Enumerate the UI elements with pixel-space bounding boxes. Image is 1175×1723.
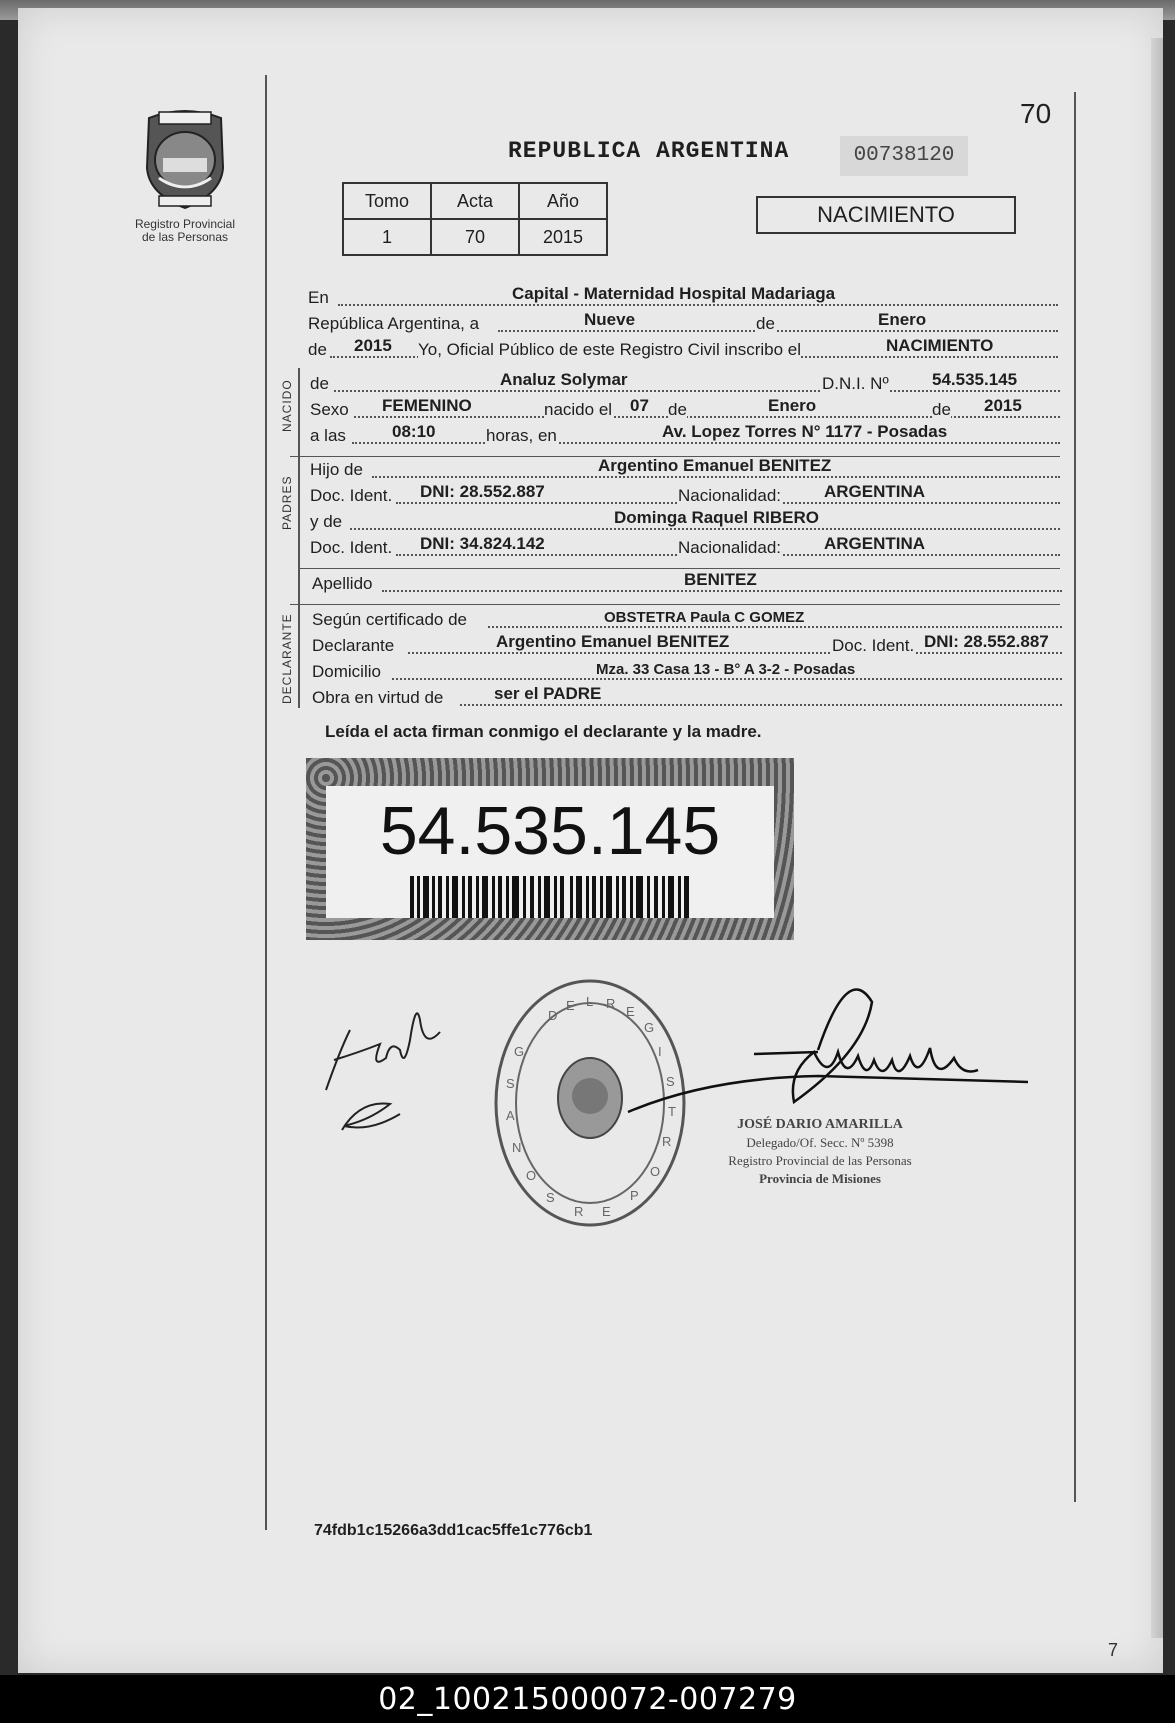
- apellido-value: BENITEZ: [684, 570, 757, 589]
- barcode-icon: [410, 876, 690, 918]
- de-label: de: [756, 314, 775, 333]
- svg-text:G: G: [644, 1020, 655, 1035]
- page-number: 70: [1020, 98, 1052, 129]
- dni-sticker-label: [326, 786, 774, 918]
- time-value: 08:10: [392, 422, 436, 441]
- corner-mark: 7: [1108, 1640, 1119, 1660]
- signature-statement: Leída el acta firman conmigo el declarante y la madre.: [325, 722, 762, 741]
- certificado-value: OBSTETRA Paula C GOMEZ: [604, 609, 805, 626]
- en-value: Capital - Maternidad Hospital Madariaga: [512, 284, 836, 303]
- obra-label: Obra en virtud de: [312, 688, 444, 707]
- footer-document-id: 02_100215000072-007279: [378, 1682, 797, 1717]
- domicilio-value: Mza. 33 Casa 13 - B° A 3-2 - Posadas: [596, 661, 856, 678]
- de2-label: de: [308, 340, 327, 359]
- dotted-line: [460, 704, 1062, 706]
- certificado-label: Según certificado de: [312, 610, 467, 629]
- svg-text:N: N: [512, 1140, 522, 1155]
- de3-label: de: [310, 374, 329, 393]
- svg-text:E: E: [602, 1204, 611, 1219]
- father-doc-value: DNI: 28.552.887: [420, 482, 545, 501]
- dni-value: 54.535.145: [932, 370, 1018, 389]
- alas-label: a las: [310, 426, 346, 445]
- father-doc-label: Doc. Ident.: [310, 486, 393, 505]
- form-line-oficial: [308, 336, 1058, 362]
- page-edge: [1151, 38, 1163, 1638]
- svg-text:A: A: [506, 1108, 515, 1123]
- yde-label: y de: [310, 512, 343, 531]
- section-label-declarante: DECLARANTE: [280, 613, 294, 704]
- domicilio-label: Domicilio: [312, 662, 381, 681]
- svg-text:T: T: [668, 1104, 676, 1119]
- section-rule: [298, 368, 300, 708]
- republica-label: República Argentina, a: [308, 314, 480, 333]
- birth-year-value: 2015: [984, 396, 1022, 415]
- document-hash: 74fdb1c15266a3dd1cac5ffe1c776cb1: [314, 1522, 593, 1539]
- oficial-label: Yo, Oficial Público de este Registro Civil inscribo el: [418, 340, 801, 359]
- birth-month-value: Enero: [768, 396, 817, 415]
- register-header-acta: Acta: [431, 183, 519, 219]
- dotted-line: [338, 304, 1058, 306]
- form-line-certificado: [312, 606, 1062, 632]
- left-margin-rule: [265, 75, 267, 1530]
- name-value: Analuz Solymar: [500, 370, 628, 389]
- de5-label: de: [932, 400, 951, 419]
- year-value: 2015: [354, 336, 392, 355]
- dotted-line: [350, 528, 1060, 530]
- initials-signature: [320, 980, 450, 1140]
- sexo-value: FEMENINO: [382, 396, 472, 415]
- register-table-value-row: [343, 219, 607, 255]
- official-role: Delegado/Of. Secc. Nº 5398: [746, 1135, 894, 1150]
- dotted-line: [354, 416, 1060, 418]
- svg-text:P: P: [630, 1188, 639, 1203]
- horas-label: horas, en: [486, 426, 557, 445]
- mother-value: Dominga Raquel RIBERO: [614, 508, 819, 527]
- register-header-anio: Año: [519, 183, 607, 219]
- svg-text:S: S: [546, 1190, 555, 1205]
- place-value: Av. Lopez Torres N° 1177 - Posadas: [662, 422, 948, 441]
- register-table: [342, 182, 608, 256]
- section-label-padres: PADRES: [280, 475, 294, 530]
- section-separator: [298, 568, 1060, 569]
- mother-doc-value: DNI: 34.824.142: [420, 534, 545, 553]
- sexo-label: Sexo: [310, 400, 349, 419]
- svg-text:R: R: [574, 1204, 584, 1219]
- register-header-tomo: Tomo: [343, 183, 431, 219]
- svg-text:E: E: [626, 1004, 635, 1019]
- form-line-en: [308, 284, 1058, 310]
- dotted-line: [488, 626, 1062, 628]
- form-line-mother-doc: [310, 534, 1060, 560]
- mother-nationality-label: Nacionalidad:: [678, 538, 782, 557]
- form-line-apellido: [312, 570, 1062, 596]
- svg-text:G: G: [514, 1044, 525, 1059]
- dotted-line: [408, 652, 1062, 654]
- declarante-label: Declarante: [312, 636, 395, 655]
- section-separator: [290, 604, 1060, 605]
- father-nationality-value: ARGENTINA: [824, 482, 926, 501]
- form-line-republica: [308, 310, 1058, 336]
- form-line-sexo: [310, 396, 1060, 422]
- official-signature: [618, 972, 1038, 1132]
- form-line-father-doc: [310, 482, 1060, 508]
- svg-text:L: L: [586, 994, 594, 1009]
- svg-text:R: R: [662, 1134, 672, 1149]
- apellido-label: Apellido: [312, 574, 373, 593]
- register-value-tomo: 1: [343, 219, 431, 255]
- dotted-line: [334, 390, 1060, 392]
- serial-number: 00738120: [840, 136, 968, 176]
- dotted-line: [352, 442, 1060, 444]
- form-line-declarante: [312, 632, 1062, 658]
- svg-text:E: E: [566, 998, 575, 1013]
- dotted-line: [372, 476, 1060, 478]
- declarante-doc-label: Doc. Ident.: [832, 636, 915, 655]
- en-label: En: [308, 288, 329, 307]
- form-line-hijo: [310, 456, 1060, 482]
- registry-caption-line1: Registro Provincial: [134, 217, 236, 231]
- declarante-doc-value: DNI: 28.552.887: [924, 632, 1049, 651]
- birth-day-value: 07: [630, 396, 649, 415]
- register-value-acta: 70: [431, 219, 519, 255]
- dni-sticker-number: 54.535.145: [379, 793, 721, 869]
- registry-logo: [120, 108, 250, 244]
- obra-value: ser el PADRE: [494, 684, 602, 703]
- dni-sticker: [306, 758, 794, 940]
- svg-text:S: S: [506, 1076, 515, 1091]
- inscribo-value: NACIMIENTO: [886, 336, 994, 355]
- form-line-hora: [310, 422, 1060, 448]
- provincial-shield-icon: [137, 108, 233, 212]
- day-value: Nueve: [584, 310, 636, 329]
- register-value-anio: 2015: [519, 219, 607, 255]
- month-value: Enero: [878, 310, 927, 329]
- svg-text:D: D: [548, 1008, 558, 1023]
- svg-text:S: S: [666, 1074, 675, 1089]
- nacido-label: nacido el: [544, 400, 613, 419]
- form-line-domicilio: [312, 658, 1062, 684]
- mother-doc-label: Doc. Ident.: [310, 538, 393, 557]
- right-margin-rule: [1074, 92, 1076, 1502]
- official-name: JOSÉ DARIO AMARILLA: [737, 1117, 903, 1132]
- register-table-header-row: [343, 183, 607, 219]
- svg-text:I: I: [658, 1044, 662, 1059]
- father-value: Argentino Emanuel BENITEZ: [598, 456, 832, 475]
- svg-text:R: R: [606, 996, 616, 1011]
- form-line-name: [310, 370, 1060, 396]
- dotted-line: [498, 330, 1058, 332]
- declarante-value: Argentino Emanuel BENITEZ: [496, 632, 730, 651]
- official-stamp-text: [700, 1116, 940, 1188]
- official-registry: Registro Provincial de las Personas: [728, 1153, 912, 1168]
- father-nationality-label: Nacionalidad:: [678, 486, 782, 505]
- country-title: REPUBLICA ARGENTINA: [508, 138, 790, 164]
- svg-text:O: O: [650, 1164, 661, 1179]
- registry-caption-line2: de las Personas: [141, 230, 229, 244]
- hijo-label: Hijo de: [310, 460, 363, 479]
- de4-label: de: [668, 400, 687, 419]
- official-province: Provincia de Misiones: [759, 1171, 881, 1186]
- dotted-line: [382, 590, 1062, 592]
- dni-label: D.N.I. Nº: [822, 374, 889, 393]
- mother-nationality-value: ARGENTINA: [824, 534, 926, 553]
- section-label-nacido: NACIDO: [280, 379, 294, 432]
- dotted-line: [392, 678, 1062, 680]
- act-type-box: NACIMIENTO: [756, 196, 1016, 234]
- form-line-obra: [312, 684, 1062, 710]
- svg-text:O: O: [526, 1168, 537, 1183]
- form-line-mother: [310, 508, 1060, 534]
